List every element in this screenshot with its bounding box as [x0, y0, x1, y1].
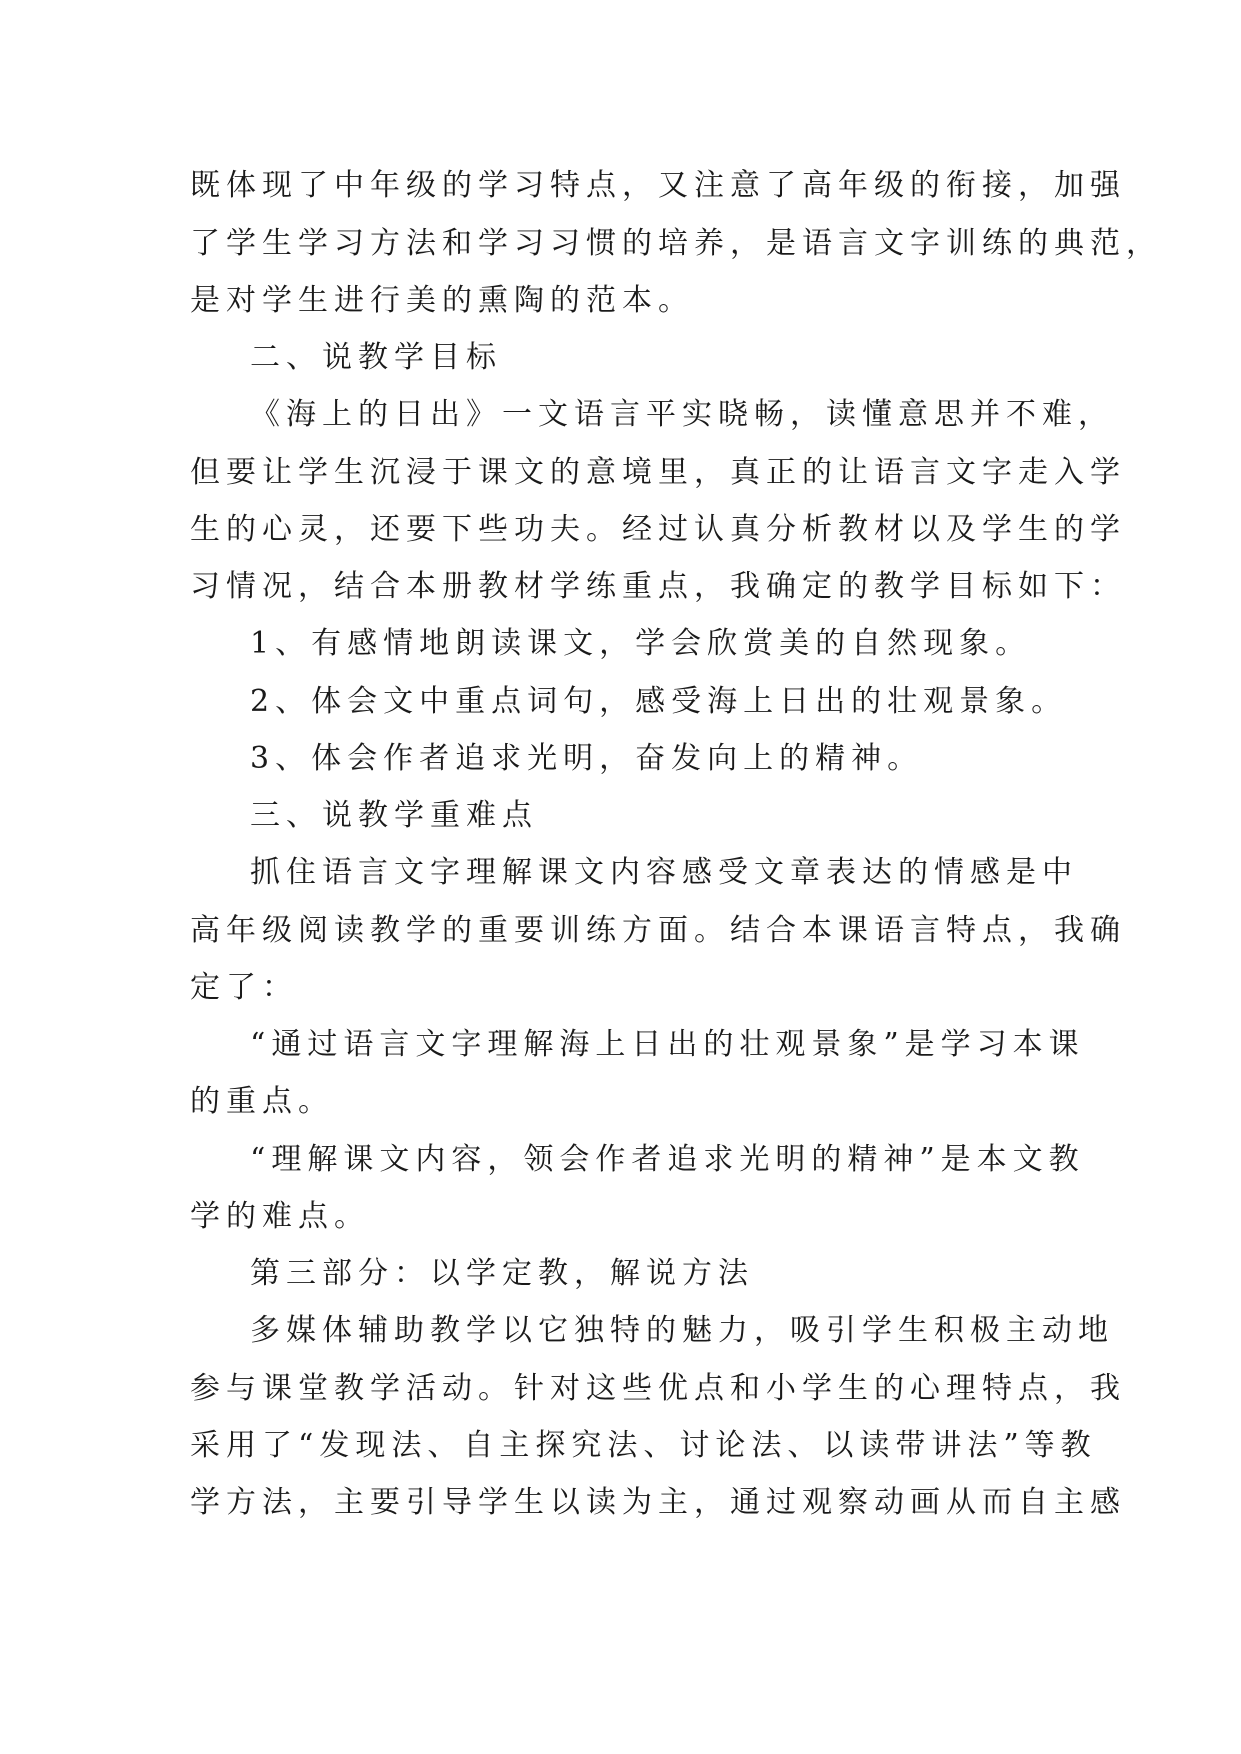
text-line: 既体现了中年级的学习特点，又注意了高年级的衔接，加强: [190, 168, 1126, 203]
text-line: 习情况，结合本册教材学练重点，我确定的教学目标如下：: [190, 569, 1126, 604]
section-heading: 第三部分：以学定教，解说方法: [250, 1256, 754, 1291]
text-line: 高年级阅读教学的重要训练方面。结合本课语言特点，我确: [190, 913, 1126, 948]
list-item: 1、有感情地朗读课文，学会欣赏美的自然现象。: [250, 626, 1032, 661]
text-line: 生的心灵，还要下些功夫。经过认真分析教材以及学生的学: [190, 512, 1126, 547]
text-line: 《海上的日出》一文语言平实晓畅，读懂意思并不难，: [250, 397, 1114, 432]
section-heading: 三、说教学重难点: [250, 798, 538, 833]
text-line: 是对学生进行美的熏陶的范本。: [190, 283, 694, 318]
list-item: 3、体会作者追求光明，奋发向上的精神。: [250, 741, 924, 776]
text-line: 采用了“发现法、自主探究法、讨论法、以读带讲法”等教: [190, 1428, 1097, 1463]
text-line: “通过语言文字理解海上日出的壮观景象”是学习本课: [250, 1027, 1085, 1062]
text-line: 多媒体辅助教学以它独特的魅力，吸引学生积极主动地: [250, 1313, 1114, 1348]
text-line: 了学生学习方法和学习习惯的培养，是语言文字训练的典范，: [190, 226, 1162, 261]
list-item: 2、体会文中重点词句，感受海上日出的壮观景象。: [250, 684, 1068, 719]
text-line: “理解课文内容，领会作者追求光明的精神”是本文教: [250, 1142, 1085, 1177]
text-line: 但要让学生沉浸于课文的意境里，真正的让语言文字走入学: [190, 455, 1126, 490]
text-line: 学方法，主要引导学生以读为主，通过观察动画从而自主感: [190, 1485, 1126, 1520]
text-line: 的重点。: [190, 1084, 334, 1119]
section-heading: 二、说教学目标: [250, 340, 502, 375]
text-line: 抓住语言文字理解课文内容感受文章表达的情感是中: [250, 855, 1078, 890]
text-line: 学的难点。: [190, 1199, 370, 1234]
text-line: 参与课堂教学活动。针对这些优点和小学生的心理特点，我: [190, 1371, 1126, 1406]
text-line: 定了：: [190, 970, 298, 1005]
